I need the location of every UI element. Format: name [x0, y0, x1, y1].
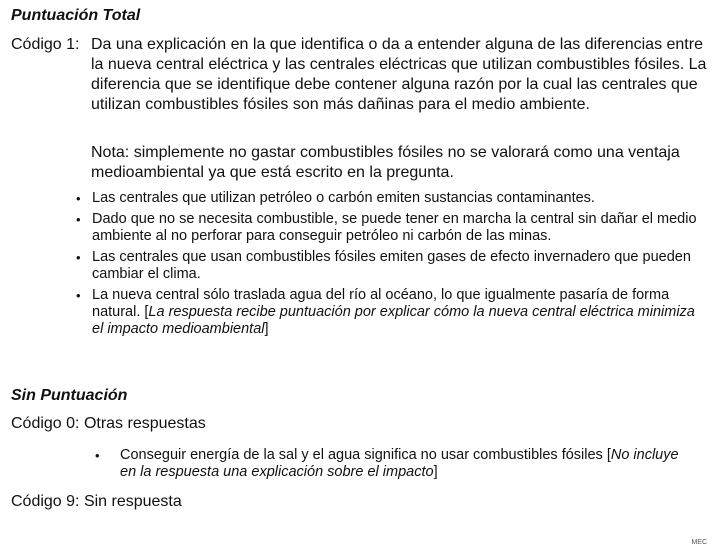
code1-description: Da una explicación en la que identifica o da a entender alguna de las diferencias entre la nueva central eléctrica y las centrales eléctricas que utilizan combustibles fósiles. La diferencia que se identifique debe contener alguna razón por la cual las centrales que utilizan combustibles fósiles son más dañinas para el medio ambiente. — [91, 36, 707, 113]
list-item: • Las centrales que usan combustibles fósiles emiten gases de efecto invernadero que pueden cambiar el clima. — [76, 249, 706, 283]
list-item: • Dado que no se necesita combustible, se puede tener en marcha la central sin dañar el medio ambiente al no perforar para conseguir petróleo ni carbón de las minas. — [76, 211, 706, 245]
code0-example-bracket: ] — [433, 464, 438, 480]
code0-line: Código 0: Otras respuestas — [11, 415, 206, 432]
bullet4-italic-note: La respuesta recibe puntuación por explicar cómo la nueva central eléctrica minimiza el impacto medioambiental — [92, 304, 695, 337]
example-answers-list — [76, 190, 706, 342]
no-credit-heading: Sin Puntuación — [11, 387, 128, 404]
code1-label: Código 1: — [11, 36, 80, 53]
code0-example-italic: No incluye en la respuesta una explicación sobre el impacto — [120, 447, 679, 480]
list-item — [76, 287, 706, 338]
bullet4-text: La nueva central sólo traslada agua del río al océano, lo que igualmente pasaría de forma natural. [ — [92, 287, 670, 320]
list-item: • Las centrales que utilizan petróleo o carbón emiten sustancias contaminantes. — [76, 190, 706, 207]
note-text: Nota: simplemente no gastar combustibles fósiles no se valorará como una ventaja medioambiental ya que está escrito en la pregunta. — [91, 144, 680, 181]
bullet-dot: • — [95, 448, 100, 463]
full-credit-heading: Puntuación Total — [11, 7, 141, 24]
bullet4-bracket: ] — [264, 321, 269, 337]
source-credit: MEC — [691, 539, 707, 546]
code0-example — [95, 447, 695, 481]
code0-example-text: Conseguir energía de la sal y el agua significa no usar combustibles fósiles [ — [120, 447, 611, 463]
code9-line: Código 9: Sin respuesta — [11, 493, 182, 510]
